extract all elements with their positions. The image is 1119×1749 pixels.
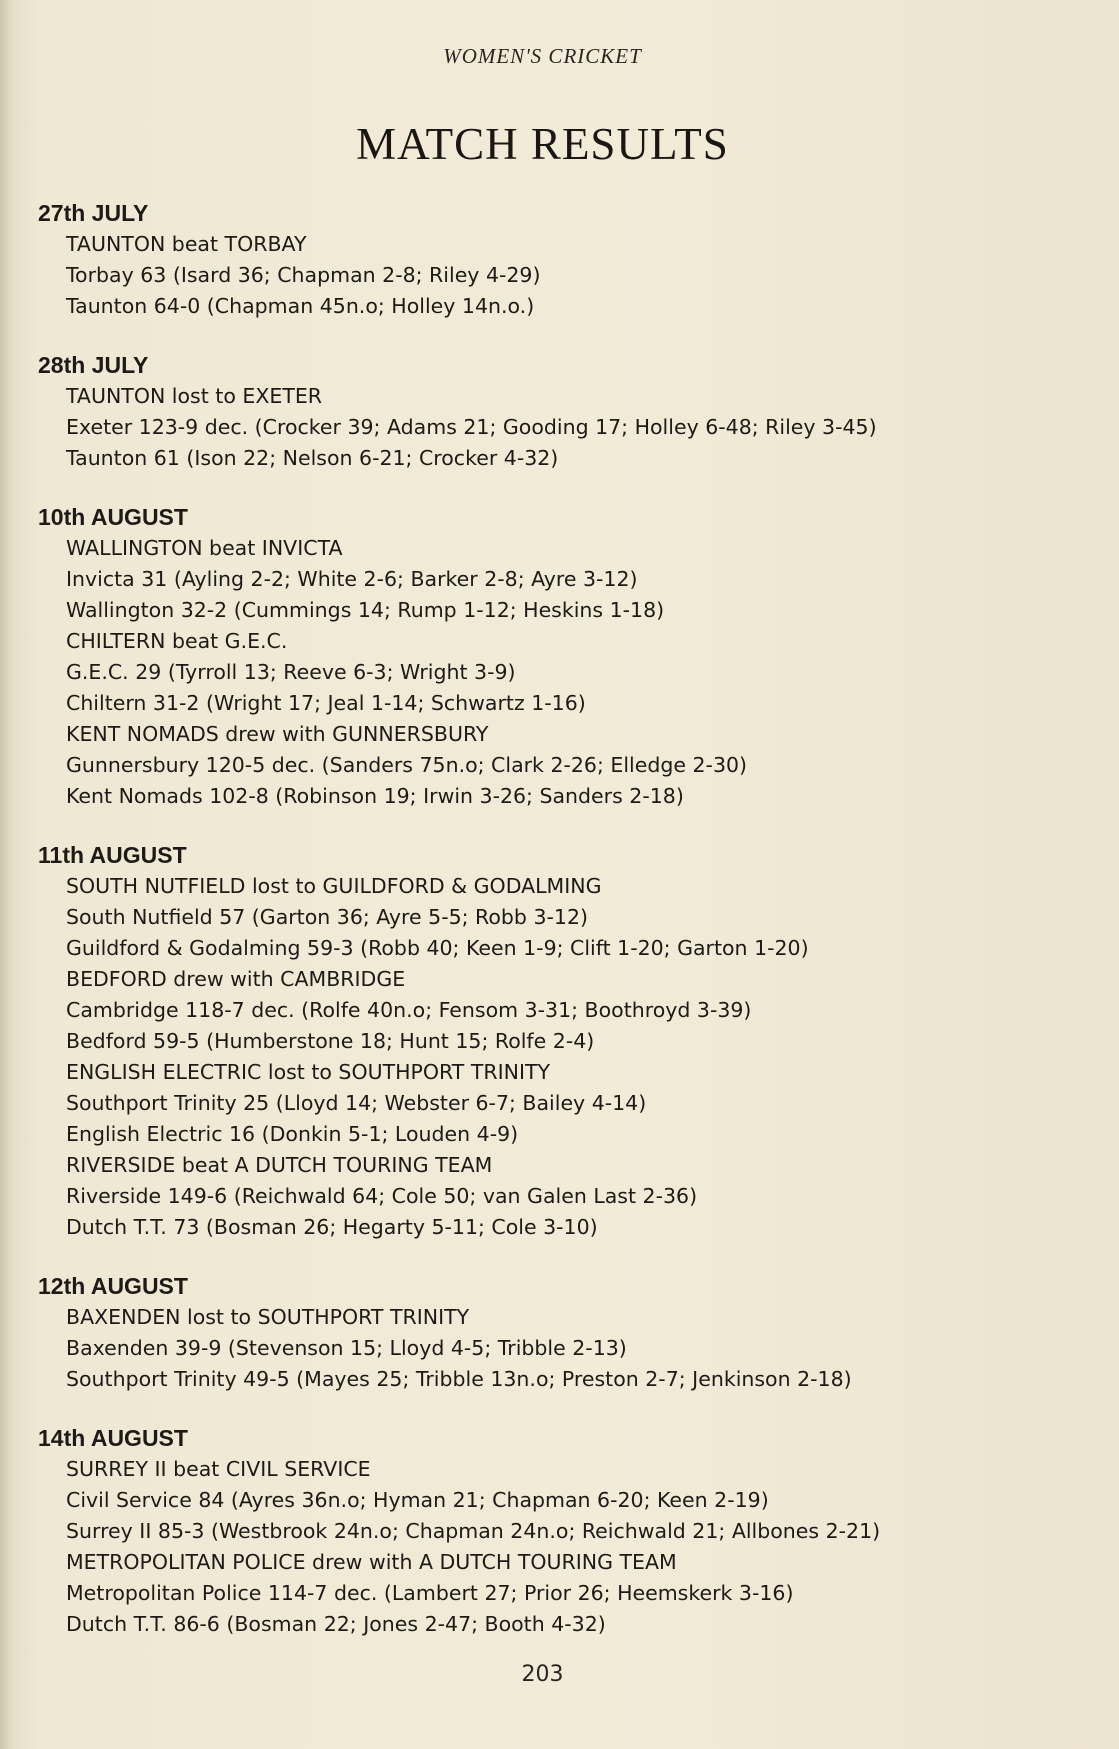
match-heading: SOUTH NUTFIELD lost to GUILDFORD & GODALMING	[66, 874, 602, 898]
innings-score: Dutch T.T. 86-6 (Bosman 22; Jones 2-47; Booth 4-32)	[66, 1612, 606, 1636]
section-date: 12th AUGUST	[38, 1273, 188, 1299]
results-section	[38, 502, 1078, 812]
match-heading: KENT NOMADS drew with GUNNERSBURY	[66, 722, 489, 746]
innings-score: Taunton 61 (Ison 22; Nelson 6-21; Crocker 4-32)	[66, 446, 559, 470]
match-heading: RIVERSIDE beat A DUTCH TOURING TEAM	[66, 1153, 493, 1177]
section-date: 28th JULY	[38, 352, 149, 378]
innings-score: Civil Service 84 (Ayres 36n.o; Hyman 21; Chapman 6-20; Keen 2-19)	[66, 1488, 769, 1512]
innings-score: Southport Trinity 49-5 (Mayes 25; Tribble 13n.o; Preston 2-7; Jenkinson 2-18)	[66, 1367, 852, 1391]
match-heading: TAUNTON lost to EXETER	[66, 384, 323, 408]
innings-score: Invicta 31 (Ayling 2-2; White 2-6; Barker 2-8; Ayre 3-12)	[66, 567, 638, 591]
section-date: 14th AUGUST	[38, 1425, 188, 1451]
innings-score: Metropolitan Police 114-7 dec. (Lambert 27; Prior 26; Heemskerk 3-16)	[66, 1581, 794, 1605]
page-number: 203	[521, 1662, 564, 1687]
section-date: 11th AUGUST	[38, 842, 187, 868]
results-section	[38, 350, 1078, 474]
section-date: 27th JULY	[38, 200, 149, 226]
innings-score: Kent Nomads 102-8 (Robinson 19; Irwin 3-26; Sanders 2-18)	[66, 784, 684, 808]
running-head: WOMEN'S CRICKET	[443, 44, 642, 68]
innings-score: South Nutfield 57 (Garton 36; Ayre 5-5; Robb 3-12)	[66, 905, 588, 929]
innings-score: Cambridge 118-7 dec. (Rolfe 40n.o; Fensom 3-31; Boothroyd 3-39)	[66, 998, 752, 1022]
innings-score: Guildford & Godalming 59-3 (Robb 40; Keen 1-9; Clift 1-20; Garton 1-20)	[66, 936, 809, 960]
page-title: MATCH RESULTS	[356, 119, 729, 169]
innings-score: Exeter 123-9 dec. (Crocker 39; Adams 21; Gooding 17; Holley 6-48; Riley 3-45)	[66, 415, 877, 439]
results-section	[38, 1423, 1078, 1640]
match-heading: TAUNTON beat TORBAY	[66, 232, 307, 256]
match-heading: METROPOLITAN POLICE drew with A DUTCH TOURING TEAM	[66, 1550, 677, 1574]
match-heading: WALLINGTON beat INVICTA	[66, 536, 343, 560]
match-heading: ENGLISH ELECTRIC lost to SOUTHPORT TRINITY	[66, 1060, 551, 1084]
innings-score: Torbay 63 (Isard 36; Chapman 2-8; Riley 4-29)	[66, 263, 541, 287]
results-section	[38, 1271, 1078, 1395]
innings-score: Gunnersbury 120-5 dec. (Sanders 75n.o; Clark 2-26; Elledge 2-30)	[66, 753, 748, 777]
innings-score: Southport Trinity 25 (Lloyd 14; Webster 6-7; Bailey 4-14)	[66, 1091, 647, 1115]
innings-score: Chiltern 31-2 (Wright 17; Jeal 1-14; Schwartz 1-16)	[66, 691, 586, 715]
innings-score: Baxenden 39-9 (Stevenson 15; Lloyd 4-5; Tribble 2-13)	[66, 1336, 627, 1360]
results-section	[38, 840, 1078, 1243]
innings-score: Taunton 64-0 (Chapman 45n.o; Holley 14n.o.)	[66, 294, 535, 318]
innings-score: Surrey II 85-3 (Westbrook 24n.o; Chapman 24n.o; Reichwald 21; Allbones 2-21)	[66, 1519, 881, 1543]
innings-score: Dutch T.T. 73 (Bosman 26; Hegarty 5-11; Cole 3-10)	[66, 1215, 598, 1239]
match-results-list	[38, 198, 1078, 1668]
innings-score: Bedford 59-5 (Humberstone 18; Hunt 15; Rolfe 2-4)	[66, 1029, 595, 1053]
innings-score: Riverside 149-6 (Reichwald 64; Cole 50; van Galen Last 2-36)	[66, 1184, 698, 1208]
innings-score: G.E.C. 29 (Tyrroll 13; Reeve 6-3; Wright 3-9)	[66, 660, 516, 684]
match-heading: SURREY II beat CIVIL SERVICE	[66, 1457, 371, 1481]
innings-score: English Electric 16 (Donkin 5-1; Louden 4-9)	[66, 1122, 519, 1146]
match-heading: BAXENDEN lost to SOUTHPORT TRINITY	[66, 1305, 470, 1329]
section-date: 10th AUGUST	[38, 504, 188, 530]
results-section	[38, 198, 1078, 322]
innings-score: Wallington 32-2 (Cummings 14; Rump 1-12; Heskins 1-18)	[66, 598, 665, 622]
match-heading: CHILTERN beat G.E.C.	[66, 629, 288, 653]
match-heading: BEDFORD drew with CAMBRIDGE	[66, 967, 406, 991]
